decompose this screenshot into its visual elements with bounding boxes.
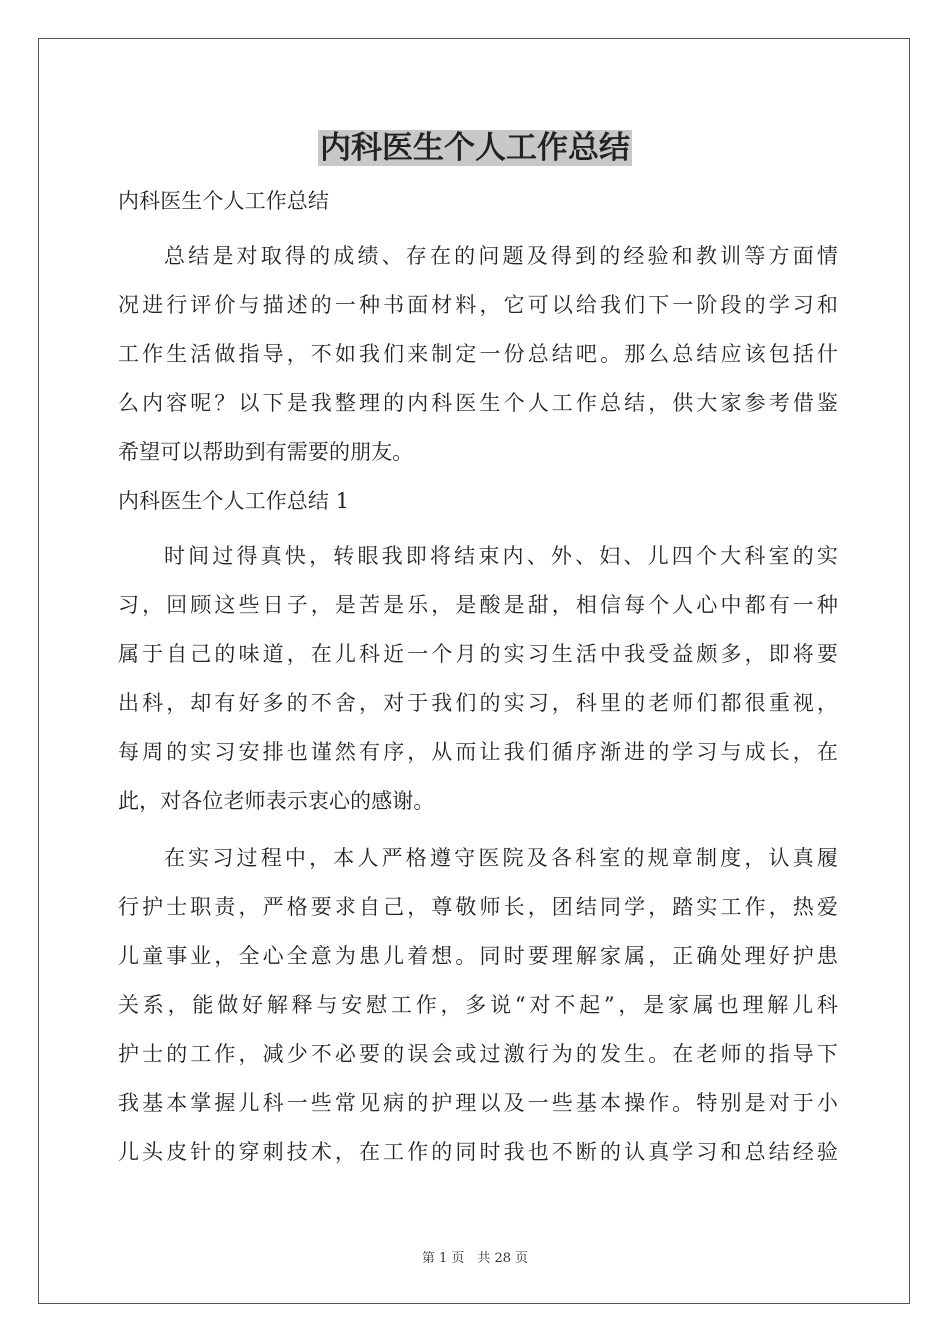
intro-line: 么内容呢？以下是我整理的内科医生个人工作总结，供大家参考借鉴 (118, 391, 838, 415)
paragraph-line: 时间过得真快，转眼我即将结束内、外、妇、儿四个大科室的实 (164, 544, 838, 568)
paragraph-line: 习，回顾这些日子，是苦是乐，是酸是甜，相信每个人心中都有一种 (118, 593, 838, 617)
document-title-text: 内科医生个人工作总结 (320, 130, 630, 166)
paragraph-line: 属于自己的味道，在儿科近一个月的实习生活中我受益颇多，即将要 (118, 642, 838, 666)
paragraph-line: 行护士职责，严格要求自己，尊敬师长，团结同学，踏实工作，热爱 (118, 895, 838, 919)
paragraph-line: 关系，能做好解释与安慰工作，多说“对不起”，是家属也理解儿科 (118, 993, 838, 1017)
intro-line: 工作生活做指导，不如我们来制定一份总结吧。那么总结应该包括什 (118, 342, 838, 366)
paragraph-1 (118, 532, 838, 826)
document-body (118, 177, 838, 1177)
paragraph-line: 儿头皮针的穿刺技术，在工作的同时我也不断的认真学习和总结经验 (118, 1140, 838, 1164)
intro-line: 况进行评价与描述的一种书面材料，它可以给我们下一阶段的学习和 (118, 293, 838, 317)
intro-paragraph (118, 232, 838, 477)
paragraph-line: 护士的工作，减少不必要的误会或过激行为的发生。在老师的指导下 (118, 1042, 838, 1066)
page-number-footer: 第 1 页 共 28 页 (421, 1251, 529, 1266)
paragraph-2 (118, 834, 838, 1177)
paragraph-line: 出科，却有好多的不舍，对于我们的实习，科里的老师们都很重视， (118, 691, 838, 715)
paragraph-line: 在实习过程中，本人严格遵守医院及各科室的规章制度，认真履 (164, 846, 838, 870)
intro-line: 总结是对取得的成绩、存在的问题及得到的经验和教训等方面情 (164, 244, 838, 268)
paragraph-line: 我基本掌握儿科一些常见病的护理以及一些基本操作。特别是对于小 (118, 1091, 838, 1115)
section-heading: 内科医生个人工作总结 1 (118, 489, 350, 513)
paragraph-line: 儿童事业，全心全意为患儿着想。同时要理解家属，正确处理好护患 (118, 944, 838, 968)
intro-line: 希望可以帮助到有需要的朋友。 (118, 440, 414, 464)
paragraph-line: 每周的实习安排也谨然有序，从而让我们循序渐进的学习与成长，在 (118, 740, 838, 764)
document-subtitle: 内科医生个人工作总结 (118, 189, 329, 213)
document-title (0, 124, 950, 172)
paragraph-line: 此，对各位老师表示衷心的感谢。 (118, 789, 435, 813)
